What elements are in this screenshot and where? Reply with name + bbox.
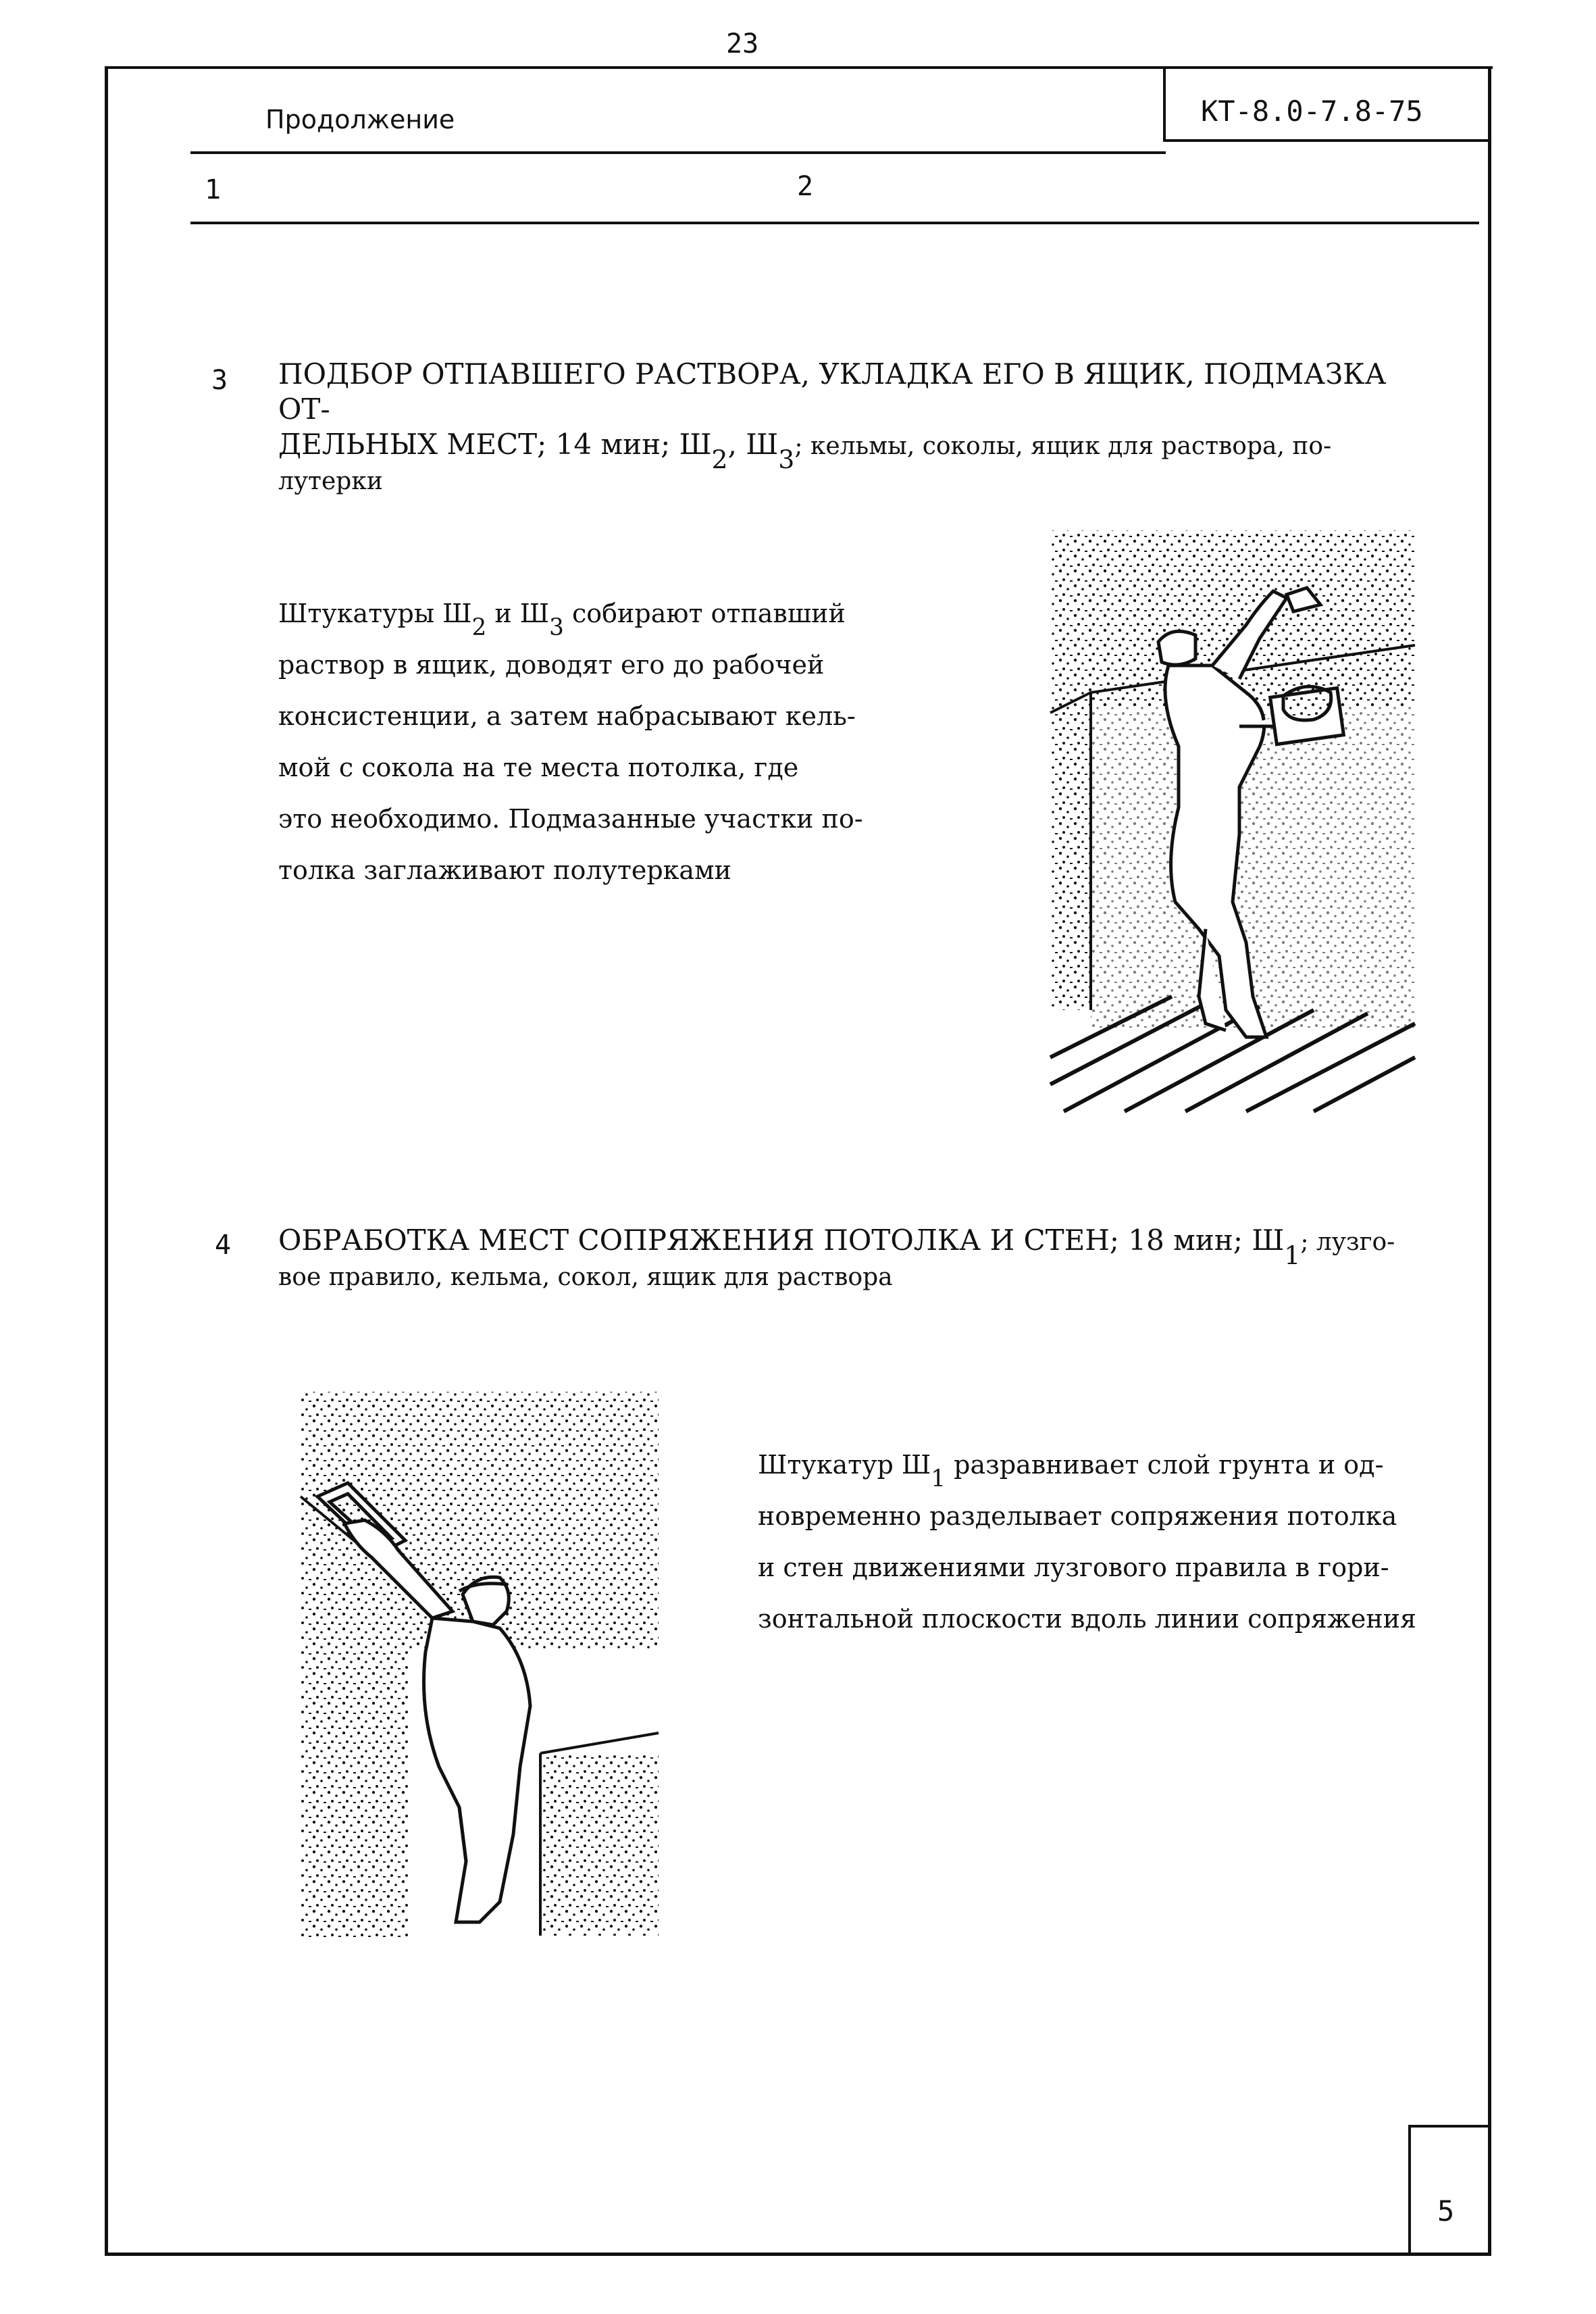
item-4-desc-line-2: новременно разделывает сопряжения потолка xyxy=(758,1501,1397,1531)
item-3-desc-line-1: Штукатуры $Ш_2$ и $Ш_3$ собирают отпавший xyxy=(278,599,846,641)
continuation-label: Продолжение xyxy=(265,105,455,134)
code-box-left xyxy=(1163,66,1166,142)
header-rule xyxy=(190,151,1166,154)
column-1-header: 1 xyxy=(205,174,222,205)
item-3-desc-line-5: это необходимо. Подмазанные участки по- xyxy=(278,804,863,834)
item-3-desc-line-3: консистенции, а затем набрасывают кель- xyxy=(278,701,856,731)
plasterer-ceiling-illustration xyxy=(1044,524,1435,1118)
document-code: КТ-8.0-7.8-75 xyxy=(1201,95,1423,128)
item-4-title xyxy=(278,1223,1467,1295)
item-4-desc-line-1: Штукатур $Ш_1$ разравнивает слой грунта и од- xyxy=(758,1450,1384,1492)
item-3-title-line-3: лутерки xyxy=(278,468,383,495)
item-3-desc-line-6: толка заглаживают полутерками xyxy=(278,855,731,885)
item-3-title xyxy=(278,357,1447,499)
column-header-rule xyxy=(190,222,1479,224)
sheet-number: 5 xyxy=(1437,2194,1455,2228)
item-3-title-line-1: ПОДБОР ОТПАВШЕГО РАСТВОРА, УКЛАДКА ЕГО В ЯЩИК, ПОДМАЗКА ОТ- xyxy=(278,357,1387,426)
item-3-desc-line-2: раствор в ящик, доводят его до рабочей xyxy=(278,650,825,680)
item-4-desc-line-4: зонтальной плоскости вдоль линии сопряжения xyxy=(758,1604,1416,1634)
sheet-box-left xyxy=(1408,2125,1411,2255)
item-4-number: 4 xyxy=(215,1230,232,1261)
code-box-bottom xyxy=(1163,139,1491,142)
item-3-description xyxy=(278,588,927,896)
item-3-desc-line-4: мой с сокола на те места потолка, где xyxy=(278,753,799,782)
item-3-number: 3 xyxy=(211,365,228,396)
frame-right xyxy=(1488,66,1491,2255)
item-4-desc-line-3: и стен движениями лузгового правила в гори- xyxy=(758,1553,1389,1582)
frame-left xyxy=(105,66,108,2255)
item-4-title-line-1: ОБРАБОТКА МЕСТ СОПРЯЖЕНИЯ ПОТОЛКА И СТЕН; 18 мин; $Ш_1$; лузго- xyxy=(278,1224,1395,1270)
item-4-title-line-2: вое правило, кельма, сокол, ящик для раствора xyxy=(278,1263,893,1291)
frame-top xyxy=(105,66,1493,69)
item-4-description xyxy=(758,1439,1474,1644)
frame-bottom xyxy=(105,2253,1491,2256)
column-2-header: 2 xyxy=(797,171,814,202)
item-3-title-line-2: ДЕЛЬНЫХ МЕСТ; 14 мин; $Ш_2$, $Ш_3$; кельмы, соколы, ящик для раствора, по- xyxy=(278,428,1332,474)
page-number: 23 xyxy=(726,28,759,59)
plasterer-corner-illustration xyxy=(297,1388,662,1942)
sheet-box-top xyxy=(1408,2125,1491,2128)
